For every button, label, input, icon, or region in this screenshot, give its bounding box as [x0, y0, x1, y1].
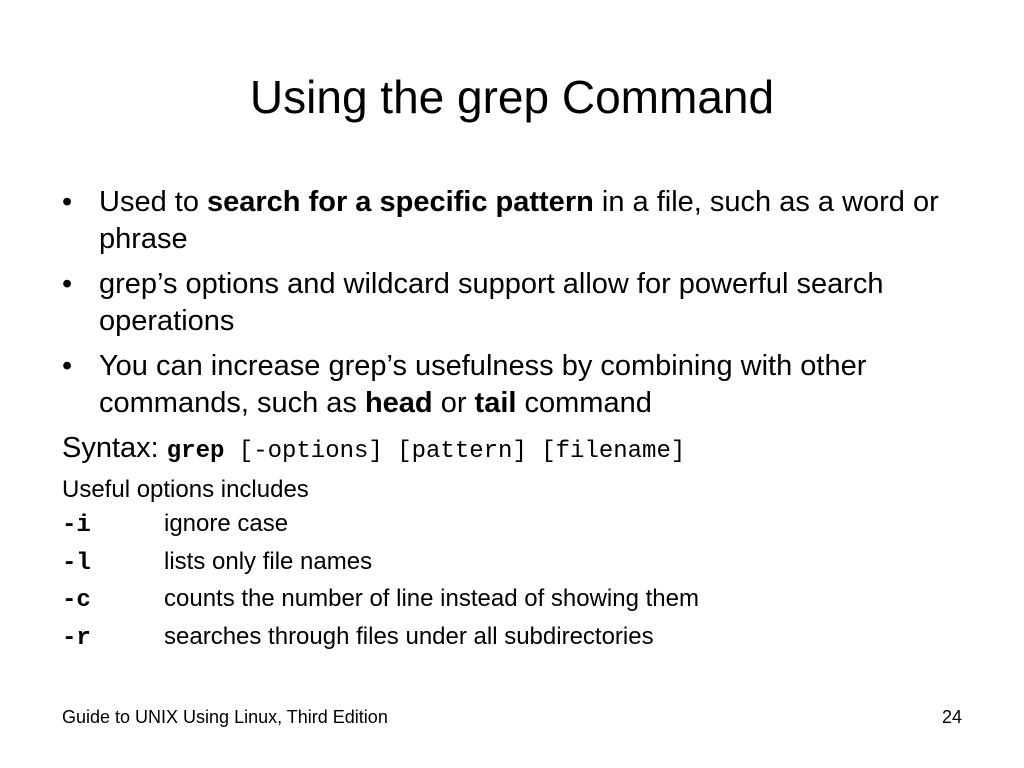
bullet-item: [62, 348, 962, 422]
bullet-text: in a file, such as a word or phrase: [99, 186, 939, 255]
slide-title: Using the grep Command: [249, 71, 775, 123]
bullet-item: [62, 266, 962, 340]
option-flag: -c: [62, 587, 91, 614]
bullet-marker: •: [62, 186, 73, 218]
footer-book-title: Guide to UNIX Using Linux, Third Edition: [62, 707, 388, 727]
options-list: [62, 510, 982, 660]
bullet-text: You can increase grep’s usefulness by combining with other commands, such as: [99, 350, 867, 419]
syntax-command: grep: [166, 438, 225, 465]
bullet-marker: •: [62, 268, 73, 300]
bullet-text: Used to: [99, 186, 207, 218]
syntax-line: [62, 430, 685, 470]
option-description: ignore case: [164, 510, 289, 537]
option-row: [62, 548, 982, 586]
option-row: [62, 585, 982, 623]
bullet-bold-tail: tail: [474, 387, 517, 419]
option-row: [62, 510, 982, 548]
bullet-text: command: [516, 387, 652, 419]
option-flag: -r: [62, 624, 91, 652]
option-description: searches through files under all subdirectories: [164, 622, 654, 650]
bullet-text: grep’s options and wildcard support allow for powerful search operations: [99, 268, 884, 337]
bullet-text: or: [432, 387, 475, 419]
bullet-bold-text: search for a specific pattern: [207, 186, 594, 218]
options-heading: Useful options includes: [62, 476, 309, 503]
syntax-label: Syntax:: [62, 432, 167, 464]
bullet-marker: •: [62, 350, 73, 382]
option-flag: -i: [62, 512, 91, 539]
option-description: lists only file names: [164, 547, 373, 575]
bullet-item: [62, 184, 962, 258]
option-row: [62, 623, 982, 661]
page-number: 24: [941, 707, 962, 727]
bullet-bold-head: head: [364, 387, 433, 419]
syntax-args: [-options] [pattern] [filename]: [224, 438, 686, 465]
option-flag: -l: [62, 549, 91, 577]
option-description: counts the number of line instead of showing them: [164, 585, 699, 612]
bullet-list: [62, 184, 962, 430]
